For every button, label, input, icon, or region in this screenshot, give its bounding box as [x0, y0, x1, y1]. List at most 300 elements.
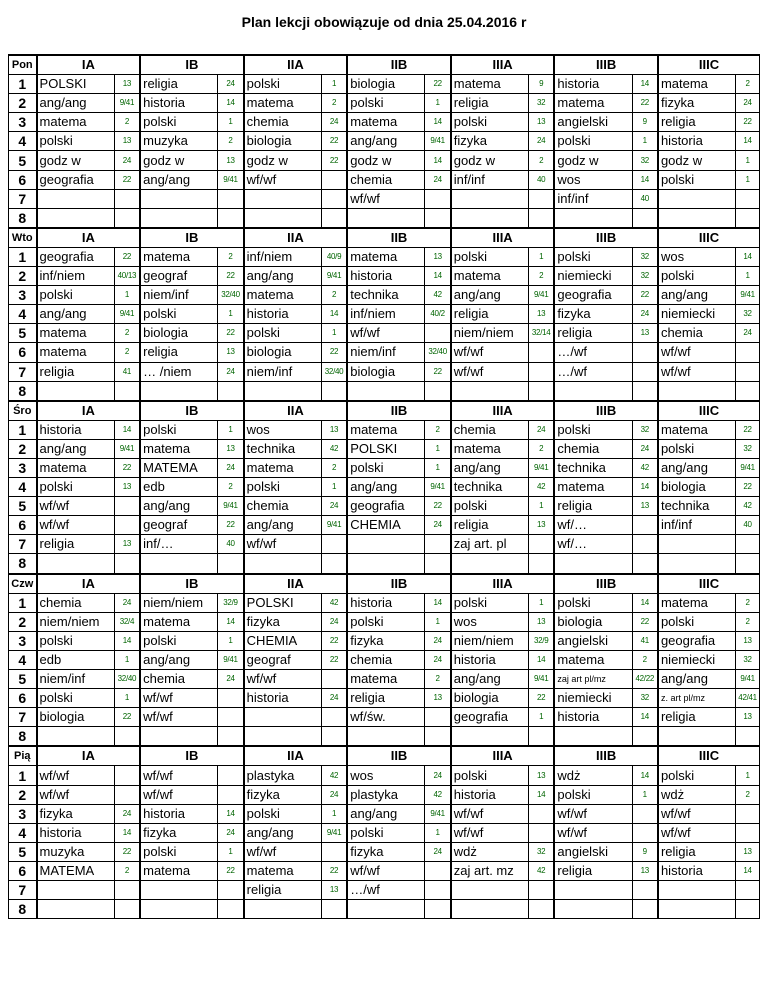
subject-cell: zaj art. pl [451, 535, 529, 554]
room-cell: 13 [425, 689, 451, 708]
subject-cell: matema [244, 861, 322, 880]
subject-cell: chemia [140, 670, 218, 689]
room-cell: 13 [114, 132, 140, 151]
room-cell: 24 [321, 612, 347, 631]
subject-cell: niem/inf [347, 343, 425, 362]
class-header: IA [37, 401, 141, 421]
room-cell [425, 208, 451, 228]
lesson-number: 8 [9, 900, 37, 919]
subject-cell: matema [37, 343, 115, 362]
room-cell: 13 [114, 535, 140, 554]
lesson-row [9, 362, 760, 381]
room-cell [218, 189, 244, 208]
room-cell: 22 [632, 286, 658, 305]
subject-cell: biologia [37, 708, 115, 727]
room-cell: 13 [321, 881, 347, 900]
day-header-row [9, 55, 760, 75]
subject-cell: fizyka [554, 305, 632, 324]
day-label: Pią [9, 746, 37, 766]
room-cell: 32/4 [114, 612, 140, 631]
subject-cell: geografia [554, 286, 632, 305]
room-cell [425, 189, 451, 208]
subject-cell: wf/wf [451, 804, 529, 823]
subject-cell: polski [347, 612, 425, 631]
subject-cell [347, 900, 425, 919]
subject-cell: wf/wf [244, 842, 322, 861]
subject-cell: angielski [554, 842, 632, 861]
room-cell: 22 [736, 478, 760, 497]
room-cell: 1 [218, 842, 244, 861]
room-cell [632, 343, 658, 362]
class-header: IB [140, 55, 244, 75]
subject-cell: geograf [244, 650, 322, 669]
room-cell: 9 [632, 842, 658, 861]
room-cell [632, 804, 658, 823]
room-cell: 41 [114, 362, 140, 381]
subject-cell: polski [37, 286, 115, 305]
subject-cell [37, 189, 115, 208]
room-cell [321, 170, 347, 189]
class-header: IIB [347, 55, 451, 75]
subject-cell: POLSKI [244, 593, 322, 612]
room-cell: 14 [218, 612, 244, 631]
room-cell [425, 881, 451, 900]
room-cell: 1 [736, 267, 760, 286]
subject-cell: polski [658, 170, 736, 189]
subject-cell: matema [658, 593, 736, 612]
subject-cell [140, 900, 218, 919]
lesson-number: 8 [9, 381, 37, 401]
room-cell [736, 727, 760, 747]
room-cell: 14 [736, 247, 760, 266]
class-header: IIA [244, 746, 348, 766]
room-cell: 24 [218, 458, 244, 477]
room-cell [425, 381, 451, 401]
room-cell: 42 [321, 439, 347, 458]
class-header: IIIA [451, 401, 555, 421]
room-cell: 22 [425, 497, 451, 516]
lesson-row [9, 497, 760, 516]
room-cell [632, 535, 658, 554]
room-cell [425, 900, 451, 919]
room-cell: 24 [218, 823, 244, 842]
subject-cell: godz w [347, 151, 425, 170]
room-cell [114, 900, 140, 919]
subject-cell: polski [451, 247, 529, 266]
lesson-row [9, 650, 760, 669]
room-cell: 22 [114, 708, 140, 727]
subject-cell [37, 900, 115, 919]
class-header: IIIC [658, 401, 760, 421]
room-cell [736, 208, 760, 228]
lesson-row [9, 708, 760, 727]
room-cell: 2 [218, 247, 244, 266]
room-cell: 14 [218, 94, 244, 113]
class-header: IIIB [554, 401, 658, 421]
room-cell: 32 [528, 94, 554, 113]
room-cell: 24 [736, 324, 760, 343]
room-cell: 1 [528, 708, 554, 727]
day-label: Śro [9, 401, 37, 421]
subject-cell [451, 554, 529, 574]
subject-cell: matema [140, 439, 218, 458]
subject-cell: wf/… [554, 516, 632, 535]
lesson-row [9, 900, 760, 919]
subject-cell: matema [140, 247, 218, 266]
room-cell: 22 [321, 650, 347, 669]
room-cell [736, 804, 760, 823]
subject-cell [554, 900, 632, 919]
room-cell [736, 900, 760, 919]
subject-cell [244, 381, 322, 401]
subject-cell: fizyka [347, 842, 425, 861]
lesson-row [9, 170, 760, 189]
room-cell: 22 [425, 75, 451, 94]
subject-cell: wf/wf [37, 785, 115, 804]
subject-cell: chemia [554, 439, 632, 458]
subject-cell: polski [658, 612, 736, 631]
class-header: IIIA [451, 746, 555, 766]
subject-cell [244, 189, 322, 208]
subject-cell: ang/ang [451, 286, 529, 305]
room-cell: 14 [114, 823, 140, 842]
subject-cell: historia [37, 420, 115, 439]
room-cell: 32 [528, 842, 554, 861]
room-cell: 2 [632, 650, 658, 669]
class-header: IB [140, 401, 244, 421]
subject-cell: wf/wf [37, 516, 115, 535]
lesson-row [9, 420, 760, 439]
lesson-number: 5 [9, 497, 37, 516]
class-header: IIIB [554, 55, 658, 75]
subject-cell: polski [347, 458, 425, 477]
subject-cell: polski [140, 113, 218, 132]
day-header-row [9, 574, 760, 594]
subject-cell [554, 881, 632, 900]
subject-cell [244, 554, 322, 574]
subject-cell [658, 535, 736, 554]
subject-cell [451, 381, 529, 401]
room-cell: 13 [736, 631, 760, 650]
subject-cell: ang/ang [451, 458, 529, 477]
day-header-row [9, 228, 760, 248]
room-cell [114, 766, 140, 785]
class-header: IIB [347, 228, 451, 248]
subject-cell: fizyka [347, 631, 425, 650]
lesson-number: 1 [9, 247, 37, 266]
subject-cell: wf/wf [140, 766, 218, 785]
room-cell: 13 [528, 305, 554, 324]
room-cell: 9/41 [425, 132, 451, 151]
room-cell: 1 [632, 785, 658, 804]
subject-cell [140, 554, 218, 574]
room-cell: 14 [632, 593, 658, 612]
room-cell: 32 [736, 439, 760, 458]
class-header: IIIA [451, 55, 555, 75]
subject-cell: ang/ang [37, 439, 115, 458]
subject-cell: matema [554, 478, 632, 497]
room-cell: 42 [528, 861, 554, 880]
subject-cell: wdż [451, 842, 529, 861]
room-cell: 24 [114, 593, 140, 612]
lesson-row [9, 612, 760, 631]
room-cell: 1 [321, 804, 347, 823]
lesson-number: 7 [9, 189, 37, 208]
subject-cell: wf/wf [554, 804, 632, 823]
subject-cell: matema [37, 324, 115, 343]
room-cell: 24 [218, 362, 244, 381]
lesson-number: 7 [9, 535, 37, 554]
lesson-number: 2 [9, 439, 37, 458]
subject-cell: religia [658, 113, 736, 132]
room-cell: 1 [632, 132, 658, 151]
room-cell: 32 [736, 650, 760, 669]
room-cell: 9/41 [528, 286, 554, 305]
class-header: IIIA [451, 574, 555, 594]
subject-cell: ang/ang [658, 670, 736, 689]
lesson-row [9, 305, 760, 324]
subject-cell: niemiecki [658, 305, 736, 324]
room-cell [218, 881, 244, 900]
subject-cell: wf/wf [347, 861, 425, 880]
subject-cell: ang/ang [244, 267, 322, 286]
room-cell: 14 [218, 804, 244, 823]
subject-cell: niem/inf [37, 670, 115, 689]
subject-cell: religia [554, 497, 632, 516]
subject-cell: historia [658, 861, 736, 880]
room-cell [528, 900, 554, 919]
subject-cell [140, 381, 218, 401]
subject-cell: ang/ang [244, 823, 322, 842]
subject-cell [244, 708, 322, 727]
subject-cell: matema [347, 420, 425, 439]
subject-cell: technika [554, 458, 632, 477]
room-cell [114, 208, 140, 228]
room-cell: 14 [425, 113, 451, 132]
room-cell: 2 [425, 670, 451, 689]
subject-cell: polski [37, 478, 115, 497]
subject-cell: biologia [347, 362, 425, 381]
lesson-row [9, 689, 760, 708]
subject-cell: polski [451, 593, 529, 612]
subject-cell: …/wf [554, 362, 632, 381]
subject-cell: CHEMIA [347, 516, 425, 535]
room-cell: 32/9 [218, 593, 244, 612]
room-cell [632, 554, 658, 574]
room-cell: 24 [321, 689, 347, 708]
subject-cell: wf/wf [244, 170, 322, 189]
subject-cell: zaj art. mz [451, 861, 529, 880]
subject-cell: POLSKI [347, 439, 425, 458]
subject-cell: technika [244, 439, 322, 458]
subject-cell [658, 208, 736, 228]
subject-cell: chemia [37, 593, 115, 612]
subject-cell: historia [554, 708, 632, 727]
room-cell [528, 823, 554, 842]
room-cell [528, 189, 554, 208]
room-cell [528, 535, 554, 554]
subject-cell: niem/niem [140, 593, 218, 612]
lesson-number: 4 [9, 478, 37, 497]
room-cell [736, 535, 760, 554]
room-cell: 32/40 [425, 343, 451, 362]
room-cell [218, 727, 244, 747]
room-cell [218, 381, 244, 401]
room-cell: 14 [736, 132, 760, 151]
room-cell: 22 [321, 861, 347, 880]
room-cell: 14 [425, 151, 451, 170]
subject-cell: polski [347, 823, 425, 842]
room-cell [218, 689, 244, 708]
room-cell: 42 [425, 785, 451, 804]
room-cell: 42 [528, 478, 554, 497]
lesson-row [9, 324, 760, 343]
room-cell: 1 [218, 420, 244, 439]
subject-cell: polski [140, 631, 218, 650]
lesson-number: 7 [9, 362, 37, 381]
subject-cell: polski [658, 267, 736, 286]
subject-cell [451, 881, 529, 900]
subject-cell: biologia [554, 612, 632, 631]
subject-cell: niem/niem [451, 324, 529, 343]
subject-cell: chemia [658, 324, 736, 343]
subject-cell [554, 554, 632, 574]
class-header: IA [37, 574, 141, 594]
room-cell: 22 [321, 343, 347, 362]
subject-cell: ang/ang [37, 94, 115, 113]
room-cell: 24 [321, 497, 347, 516]
lesson-number: 6 [9, 516, 37, 535]
subject-cell: historia [244, 689, 322, 708]
lesson-row [9, 94, 760, 113]
subject-cell: godz w [140, 151, 218, 170]
subject-cell: wf/wf [658, 362, 736, 381]
lesson-number: 2 [9, 94, 37, 113]
room-cell: 32 [736, 305, 760, 324]
room-cell: 9/41 [218, 497, 244, 516]
room-cell [632, 900, 658, 919]
subject-cell [140, 727, 218, 747]
subject-cell [554, 727, 632, 747]
room-cell: 13 [114, 478, 140, 497]
subject-cell: wos [244, 420, 322, 439]
room-cell: 9/41 [425, 804, 451, 823]
room-cell: 2 [425, 420, 451, 439]
subject-cell: zaj art pl/mz [554, 670, 632, 689]
subject-cell: wf/wf [37, 766, 115, 785]
room-cell [736, 343, 760, 362]
subject-cell: angielski [554, 113, 632, 132]
room-cell: 42/41 [736, 689, 760, 708]
subject-cell: historia [451, 785, 529, 804]
subject-cell: wf/wf [658, 804, 736, 823]
room-cell: 40/9 [321, 247, 347, 266]
room-cell [114, 497, 140, 516]
subject-cell: niem/inf [244, 362, 322, 381]
subject-cell: z. art pl/mz [658, 689, 736, 708]
room-cell [528, 343, 554, 362]
room-cell: 9/41 [321, 516, 347, 535]
room-cell: 1 [425, 439, 451, 458]
subject-cell: matema [347, 113, 425, 132]
room-cell: 42 [321, 593, 347, 612]
subject-cell: wos [451, 612, 529, 631]
room-cell: 2 [114, 113, 140, 132]
lesson-number: 1 [9, 75, 37, 94]
subject-cell: inf/niem [37, 267, 115, 286]
room-cell: 32 [632, 247, 658, 266]
room-cell: 2 [528, 267, 554, 286]
room-cell: 22 [632, 612, 658, 631]
class-header: IIA [244, 228, 348, 248]
room-cell [321, 535, 347, 554]
room-cell: 13 [528, 516, 554, 535]
subject-cell: fizyka [244, 612, 322, 631]
subject-cell: chemia [451, 420, 529, 439]
room-cell [321, 900, 347, 919]
subject-cell: godz w [658, 151, 736, 170]
subject-cell: geografia [451, 708, 529, 727]
room-cell: 13 [736, 842, 760, 861]
room-cell [632, 208, 658, 228]
lesson-row [9, 804, 760, 823]
lesson-row [9, 132, 760, 151]
room-cell: 40/13 [114, 267, 140, 286]
room-cell: 13 [218, 343, 244, 362]
subject-cell: historia [658, 132, 736, 151]
room-cell: 40 [736, 516, 760, 535]
room-cell [114, 727, 140, 747]
subject-cell: matema [658, 75, 736, 94]
subject-cell: polski [140, 420, 218, 439]
subject-cell: polski [37, 132, 115, 151]
room-cell: 24 [425, 170, 451, 189]
lesson-row [9, 593, 760, 612]
class-header: IIIA [451, 228, 555, 248]
subject-cell: plastyka [244, 766, 322, 785]
subject-cell: niemiecki [554, 689, 632, 708]
subject-cell: technika [658, 497, 736, 516]
subject-cell: religia [140, 343, 218, 362]
subject-cell: wf/wf [140, 785, 218, 804]
room-cell: 13 [632, 324, 658, 343]
room-cell [321, 842, 347, 861]
room-cell: 2 [736, 593, 760, 612]
subject-cell: CHEMIA [244, 631, 322, 650]
room-cell: 42 [736, 497, 760, 516]
room-cell: 1 [218, 631, 244, 650]
room-cell: 24 [218, 75, 244, 94]
room-cell: 40/2 [425, 305, 451, 324]
lesson-row [9, 458, 760, 477]
room-cell: 24 [321, 785, 347, 804]
room-cell: 22 [218, 267, 244, 286]
subject-cell: wf/wf [554, 823, 632, 842]
room-cell: 22 [321, 151, 347, 170]
lesson-row [9, 727, 760, 747]
subject-cell: polski [140, 842, 218, 861]
subject-cell: ang/ang [140, 170, 218, 189]
room-cell [321, 708, 347, 727]
subject-cell [37, 554, 115, 574]
lesson-number: 6 [9, 343, 37, 362]
subject-cell: matema [554, 94, 632, 113]
subject-cell: polski [244, 478, 322, 497]
room-cell [528, 727, 554, 747]
subject-cell: chemia [244, 497, 322, 516]
class-header: IIIB [554, 746, 658, 766]
room-cell: 1 [321, 75, 347, 94]
